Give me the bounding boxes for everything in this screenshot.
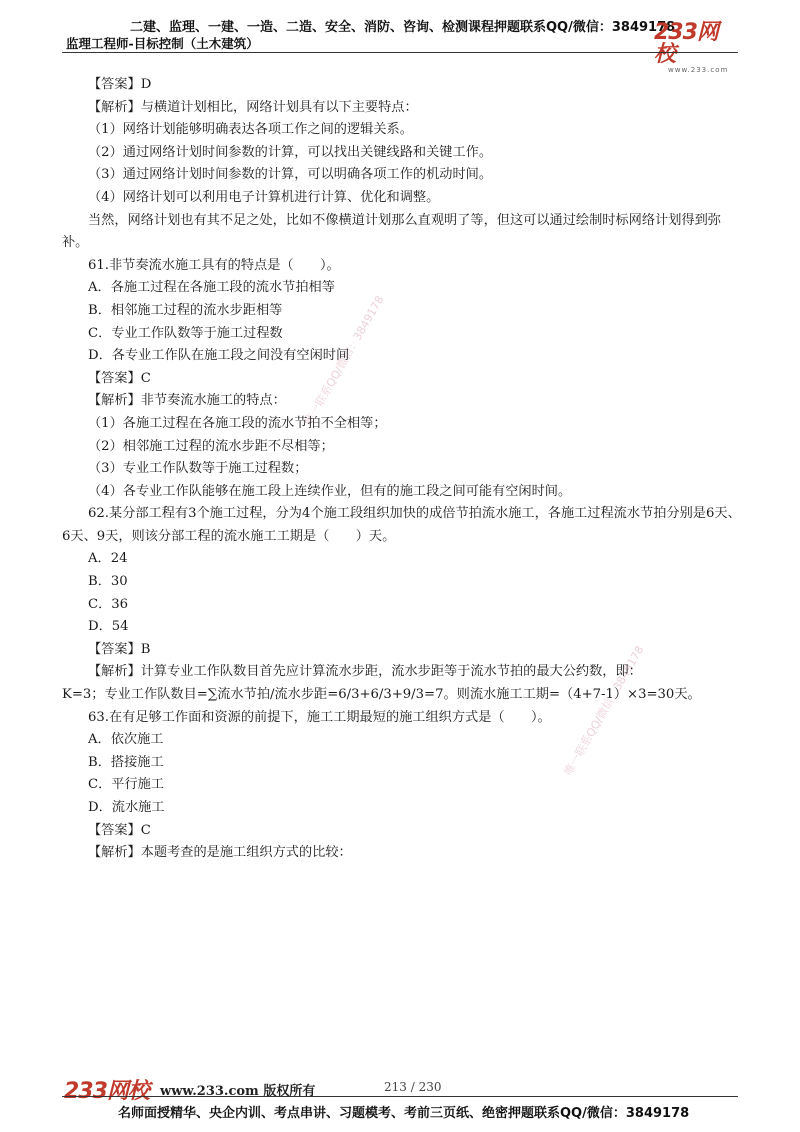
option-a: A．24 <box>88 551 128 567</box>
answer-line: 【答案】C <box>88 822 151 838</box>
option-b: B．搭接施工 <box>88 754 164 770</box>
option-c: C．专业工作队数等于施工过程数 <box>88 325 283 341</box>
answer-line: 【答案】B <box>88 641 151 657</box>
logo-text: 233网校 <box>654 20 718 67</box>
footer-divider <box>62 1096 738 1097</box>
paragraph: 当然，网络计划也有其不足之处，比如不像横道计划那么直观明了等，但这可以通过绘制时标网络计划得到弥补。 <box>62 212 721 251</box>
watermark-secondary: 唯一联系QQ/微信：3849178 <box>561 643 647 778</box>
header-contact-line: 二建、监理、一建、一造、二造、安全、消防、咨询、检测课程押题联系QQ/微信：3849178 <box>130 20 676 35</box>
explanation-line: 【解析】与横道计划相比，网络计划具有以下主要特点： <box>88 99 418 115</box>
site-logo <box>654 20 738 74</box>
question-62: 62.某分部工程有3个施工过程，分为4个施工段组织加快的成倍节拍流水施工，各施工过程流水节拍分别是6天、6天、9天，则该分部工程的流水施工工期是（ ）天。 <box>62 506 741 544</box>
list-item: （1）各施工过程在各施工段的流水节拍不全相等； <box>88 415 387 431</box>
watermark: 唯一联系QQ/微信：3849178 <box>301 293 387 428</box>
footer-logo: 233网校 <box>64 1079 149 1104</box>
list-item: （2）相邻施工过程的流水步距不尽相等； <box>88 438 334 454</box>
logo-url: www.233.com <box>668 66 729 74</box>
option-d: D．54 <box>88 619 129 635</box>
option-c: C．36 <box>88 596 129 612</box>
option-c: C．平行施工 <box>88 777 165 793</box>
header-divider <box>62 52 738 53</box>
question-61: 61.非节奏流水施工具有的特点是（ ）。 <box>88 257 340 273</box>
option-a: A．各施工过程在各施工段的流水节拍相等 <box>88 280 335 296</box>
footer-copyright: www.233.com 版权所有 <box>160 1084 316 1099</box>
document-body <box>62 74 742 865</box>
document-subtitle: 监理工程师-目标控制（土木建筑） <box>66 36 259 51</box>
explanation-line: 【解析】本题考查的是施工组织方式的比较： <box>88 845 352 861</box>
list-item: （3）通过网络计划时间参数的计算，可以明确各项工作的机动时间。 <box>88 167 493 183</box>
list-item: （4）网络计划可以利用电子计算机进行计算、优化和调整。 <box>88 189 440 205</box>
option-d: D．各专业工作队在施工段之间没有空闲时间 <box>88 348 350 364</box>
explanation-line: 【解析】非节奏流水施工的特点： <box>88 393 286 409</box>
question-63: 63.在有足够工作面和资源的前提下，施工工期最短的施工组织方式是（ ）。 <box>88 709 551 725</box>
answer-line: 【答案】C <box>88 370 151 386</box>
list-item: （2）通过网络计划时间参数的计算，可以找出关键线路和关键工作。 <box>88 144 493 160</box>
list-item: （3）专业工作队数等于施工过程数； <box>88 461 308 477</box>
footer-contact-line: 名师面授精华、央企内训、考点串讲、习题模考、考前三页纸、绝密押题联系QQ/微信：3849178 <box>118 1106 690 1121</box>
explanation-line: 【解析】计算专业工作队数目首先应计算流水步距，流水步距等于流水节拍的最大公约数，即： <box>88 664 642 680</box>
page-number: 213 / 230 <box>384 1080 442 1094</box>
option-b: B．相邻施工过程的流水步距相等 <box>88 302 283 318</box>
answer-line: 【答案】D <box>88 77 152 92</box>
option-b: B．30 <box>88 574 128 590</box>
option-a: A．依次施工 <box>88 732 164 748</box>
list-item: （1）网络计划能够明确表达各项工作之间的逻辑关系。 <box>88 122 413 138</box>
list-item: （4）各专业工作队能够在施工段上连续作业，但有的施工段之间可能有空闲时间。 <box>88 483 572 499</box>
explanation-formula: K=3；专业工作队数目=∑流水节拍/流水步距=6/3+6/3+9/3=7。则流水施工工期=（4+7-1）×3=30天。 <box>62 687 701 703</box>
option-d: D．流水施工 <box>88 800 165 815</box>
